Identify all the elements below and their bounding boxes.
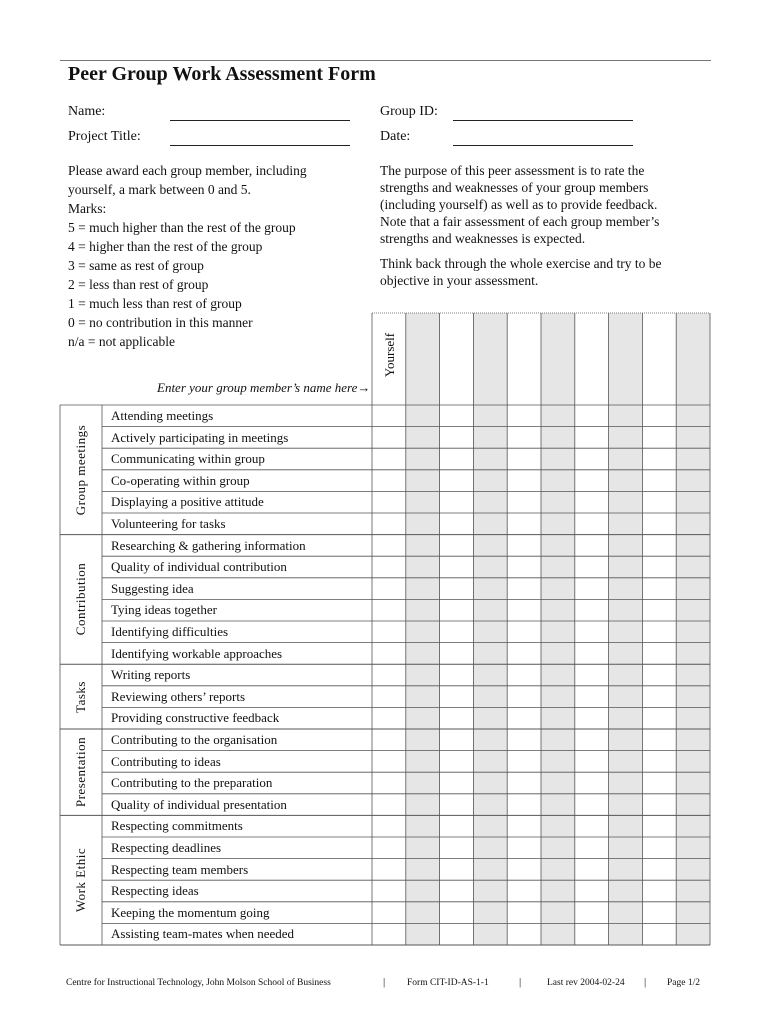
criterion-label: Displaying a positive attitude: [111, 494, 264, 510]
enter-names-prompt: Enter your group member’s name here→: [157, 380, 371, 395]
footer-page: Page 1/2: [667, 978, 700, 988]
instruction-line: Marks:: [68, 201, 107, 216]
criterion-label: Respecting deadlines: [111, 840, 222, 855]
criterion-label: Assisting team-mates when needed: [111, 926, 295, 942]
criterion-label: Tying ideas together: [111, 602, 217, 618]
shaded-column: [473, 313, 507, 945]
purpose-line: (including yourself) as well as to provide feedback.: [380, 197, 658, 212]
section-label: Tasks: [73, 680, 88, 713]
shaded-column: [609, 313, 643, 945]
instruction-line: 0 = no contribution in this manner: [68, 315, 253, 330]
criterion-label: Keeping the momentum going: [111, 904, 270, 920]
criterion-label: Respecting ideas: [111, 883, 199, 899]
section-label: Group meetings: [73, 424, 88, 515]
criterion-label: Contributing to the preparation: [111, 775, 273, 791]
footer-institution: Centre for Instructional Technology, John Molson School of Business: [66, 978, 331, 988]
name-label: Name:: [68, 104, 106, 119]
instruction-line: 1 = much less than rest of group: [68, 296, 242, 311]
criterion-label: Quality of individual presentation: [111, 796, 287, 812]
shaded-column: [541, 313, 575, 945]
reflect-line: objective in your assessment.: [380, 273, 539, 288]
criterion-label: Reviewing others’ reports: [111, 688, 246, 704]
footer-separator: |: [383, 976, 386, 988]
criterion-label: Contributing to ideas: [111, 753, 221, 769]
criterion-label: Contributing to the organisation: [111, 732, 278, 747]
criterion-label: Volunteering for tasks: [111, 516, 226, 531]
yourself-column-label: Yourself: [382, 332, 397, 378]
footer-separator: |: [519, 976, 522, 988]
date-label: Date:: [380, 129, 411, 144]
criterion-label: Attending meetings: [111, 408, 214, 423]
shaded-column: [676, 313, 710, 945]
purpose-line: strengths and weaknesses of your group members: [380, 180, 649, 195]
criterion-label: Quality of individual contribution: [111, 559, 287, 575]
criterion-label: Communicating within group: [111, 451, 265, 467]
footer-form-id: Form CIT-ID-AS-1-1: [407, 978, 489, 988]
criterion-label: Providing constructive feedback: [111, 710, 280, 726]
purpose-line: Note that a fair assessment of each group member’s: [380, 214, 660, 229]
instruction-line: 2 = less than rest of group: [68, 277, 209, 292]
instruction-line: yourself, a mark between 0 and 5.: [68, 182, 251, 197]
footer-separator: |: [644, 976, 647, 988]
criterion-label: Researching & gathering information: [111, 537, 306, 553]
group-id-label: Group ID:: [380, 104, 438, 119]
instruction-line: Please award each group member, including: [68, 163, 307, 178]
purpose-line: strengths and weaknesses is expected.: [380, 231, 586, 246]
criterion-label: Identifying difficulties: [111, 624, 229, 639]
instruction-line: 3 = same as rest of group: [68, 258, 204, 273]
section-label: Contribution: [73, 563, 88, 636]
instruction-line: n/a = not applicable: [68, 334, 175, 349]
criterion-label: Respecting team members: [111, 861, 249, 877]
footer-last-rev: Last rev 2004-02-24: [547, 978, 625, 988]
criterion-label: Co-operating within group: [111, 472, 250, 488]
criterion-label: Identifying workable approaches: [111, 645, 283, 661]
instruction-line: 4 = higher than the rest of the group: [68, 239, 263, 254]
shaded-column: [406, 313, 440, 945]
section-label: Presentation: [73, 737, 88, 808]
criterion-label: Writing reports: [111, 667, 191, 683]
reflect-line: Think back through the whole exercise and try to be: [380, 256, 662, 271]
criterion-label: Suggesting idea: [111, 580, 194, 596]
instruction-line: 5 = much higher than the rest of the group: [68, 220, 296, 235]
criterion-label: Actively participating in meetings: [111, 429, 289, 445]
form-title: Peer Group Work Assessment Form: [68, 63, 376, 85]
criterion-label: Respecting commitments: [111, 818, 243, 834]
purpose-line: The purpose of this peer assessment is to rate the: [380, 163, 645, 178]
section-label: Work Ethic: [73, 848, 88, 913]
project-title-label: Project Title:: [68, 129, 141, 144]
